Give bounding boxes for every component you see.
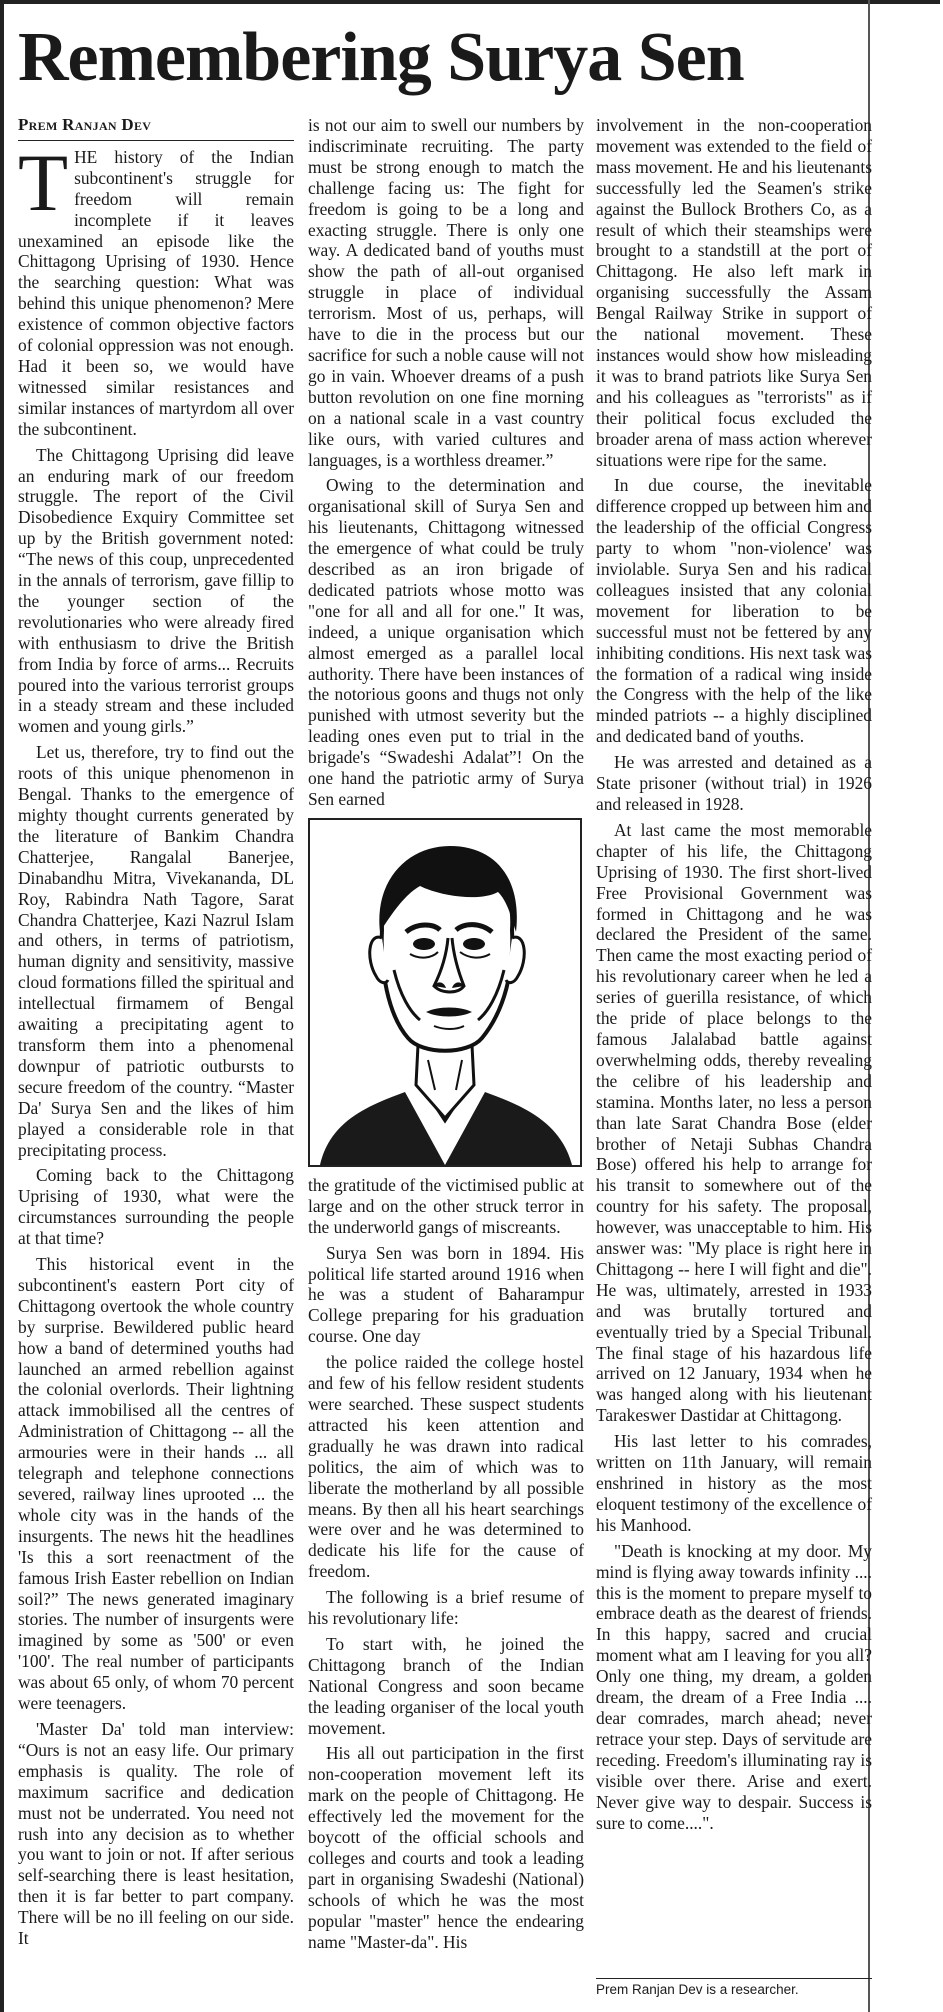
surya-sen-portrait [308, 818, 582, 1167]
column-1 [18, 115, 294, 1954]
article-headline: Remembering Surya Sen [18, 19, 744, 96]
byline-name: Prem Ranjan Dev [18, 115, 152, 134]
paragraph: His last letter to his comrades, written on 11th January, will remain enshrined in history as the most eloquent testimony of the excellence of his Manhood. [596, 1431, 872, 1535]
portrait-illustration [310, 820, 580, 1165]
paragraph: Let us, therefore, try to find out the roots of this unique phenomenon in Bengal. Thanks to the emergence of mighty thought currents generated by the literature of Bankim Chandra Chatterjee, Rangalal Banerjee, Dinabandhu Mitra, Vivekananda, DL Roy, Rabindra Nath Tagore, Sarat Chandra Chatterjee, Kazi Nazrul Islam and others, in terms of patriotism, human dignity and sensitivity, massive cloud formations filled the spiritual and intellectual firmamem of Bengal awaiting a precipitating agent to transform them into a phenomenal downpur of patriotic outbursts to secure freedom of the country. “Master Da' Surya Sen and the likes of him played a considerable role in that precipitating process. [18, 742, 294, 1160]
paragraph: Owing to the determination and organisational skill of Surya Sen and his lieutenants, Chittagong witnessed the emergence of what could be truly described as an iron brigade of dedicated patriots whose motto was "one for all and all for one." It was, indeed, a unique organisation which almost emerged as a parallel local authority. There have been instances of the notorious goons and thugs not only punished with utmost severity but the leading ones even put to trial in the brigade's “Swadeshi Adalat”! On the one hand the patriotic army of Surya Sen earned [308, 475, 584, 809]
paragraph: His all out participation in the first non-cooperation movement left its mark on the people of Chittagong. He effectively led the movement for the boycott of the official schools and colleges and courts and took a leading part in organising Swadeshi (National) schools of which he was the most popular "master" hence the endearing name "Master-da". His [308, 1743, 584, 1952]
paragraph: "Death is knocking at my door. My mind is flying away towards infinity .... this is the moment to prepare myself to embrace death as the dearest of friends. In this happy, sacred and crucial moment what am I leaving for you all? Only one thing, my dream, a golden dream, the dream of a Free India .... dear comrades, march ahead; never retrace your step. Days of servitude are receding. Freedom's illuminating ray is visible over there. Arise and exert. Never give way to despair. Success is sure to come....". [596, 1540, 872, 1833]
left-rule [0, 0, 4, 2012]
top-rule [0, 0, 940, 4]
drop-cap: T [18, 136, 69, 228]
paragraph: In due course, the inevitable difference cropped up between him and the leadership of the official Congress party to whom "non-violence' was inviolable. Surya Sen and his radical colleagues insisted that any colonial movement for liberation to be successful must not be fettered by any inhibiting conditions. His next task was the formation of a radical wing inside the Congress with the help of the like minded patriots -- a highly disciplined and dedicated band of youths. [596, 475, 872, 747]
paragraph-text: HE history of the Indian subcontinent's struggle for freedom will remain incomplete if it leaves unexamined an episode like the Chittagong Uprising of 1930. Hence the searching question: What was behind this unique phenomenon? Mere existence of common objective factors of colonial oppression was not enough. Had it been so, we would have witnessed similar resistances and similar instances of martyrdom all over the subcontinent. [18, 146, 294, 439]
paragraph: Surya Sen was born in 1894. His political life started around 1916 when he was a student of Baharampur College preparing for his graduation course. One day [308, 1242, 584, 1347]
paragraph: the gratitude of the victimised public at large and on the other struck terror in the underworld gangs of miscreants. [308, 1174, 584, 1237]
paragraph: the police raided the college hostel and few of his fellow resident students were searched. These suspect students attracted his keen attention and gradually he was drawn into radical politics, the aim of which was to liberate the motherland by all possible means. By then all his heart searchings were over and he was determined to dedicate his life for the cause of freedom. [308, 1352, 584, 1582]
paragraph: At last came the most memorable chapter of his life, the Chittagong Uprising of 1930. The first short-lived Free Provisional Government was formed in Chittagong and he was declared the President of the same. Then came the most exacting period of his revolutionary career when he led a series of guerilla resistance, of which the pride of place belongs to the famous Jalalabad battle against overwhelming odds, thereby revealing the celibre of his leadership and stamina. Months later, no less a person than late Sarat Chandra Bose (elder brother of Netaji Subhas Chandra Bose) offered his help to arrange for his transit to somewhere out of the country for his safety. The proposal, however, was unacceptable to him. His answer was: "My place is right here in Chittagong -- here I will fight and die". He was, ultimately, arrested in 1933 and was brutally tortured and eventually tried by a Special Tribunal. The final stage of his hazardous life arrived on 12 January, 1934 when he was hanged along with his lieutenant Tarakeswer Dastidar at Chittagong. [596, 819, 872, 1426]
paragraph: involvement in the non-cooperation movement was extended to the field of mass movement. He and his lieutenants successfully led the Seamen's strike against the Bullock Brothers Co, as a result of which their steamships were brought to a standstill at the port of Chittagong. He also left mark in organising successfully the Assam Bengal Railway Strike in support of the national movement. These instances would show how misleading it was to brand patriots like Surya Sen and his colleagues as "terrorists" as if their political focus excluded the broader arena of mass action wherever situations were ripe for the same. [596, 115, 872, 470]
paragraph: Coming back to the Chittagong Uprising of 1930, what were the circumstances surrounding the people at that time? [18, 1165, 294, 1249]
paragraph: He was arrested and detained as a State prisoner (without trial) in 1926 and released in 1928. [596, 752, 872, 814]
paragraph: The following is a brief resume of his revolutionary life: [308, 1587, 584, 1629]
author-note: Prem Ranjan Dev is a researcher. [596, 1978, 872, 1997]
paragraph [18, 136, 294, 440]
paragraph: 'Master Da' told man interview: “Ours is not an easy life. Our primary emphasis is quality. The role of maximum sacrifice and dedication must not be underrated. You need not rush into any decision as to whether you want to join or not. If after serious self-searching there is least hesitation, then it is far better to part company. There will be no ill feeling on our side. It [18, 1718, 294, 1949]
column-3 [596, 115, 872, 1838]
paragraph: The Chittagong Uprising did leave an enduring mark of our freedom struggle. The report of the Civil Disobedience Exquiry Committee set up by the British government noted: “The news of this coup, unprecedented in the annals of terrorism, gave fillip to the younger section of the revolutionaries who were already fired with enthusiasm to drive the British from India by force of arms... Recruits poured into the various terrorist groups in a steady stream and these included women and young girls.” [18, 444, 294, 737]
paragraph: This historical event in the subcontinent's eastern Port city of Chittagong overtook the whole country by surprise. Bewildered public heard how a band of determined youths had launched an armed rebellion against the colonial overlords. Their lightning attack immobilised all the centres of Administration of Chittagong -- all the armouries were in their hands ... all telegraph and telephone connections severed, railway lines uprooted ... the whole city was in the hands of the insurgents. The news hit the headlines 'Is this a sort reenactment of the famous Irish Easter rebellion on Indian soil?” The news generated imaginary stories. The number of insurgents were imagined by some as '500' or even '100'. The real number of participants was about 65 only, of whom 70 percent were teenagers. [18, 1254, 294, 1714]
paragraph: is not our aim to swell our numbers by indiscriminate recruiting. The party must be strong enough to match the challenge facing us: The fight for freedom is going to be a long and exacting struggle. There is only one way. A dedicated band of youths must show the path of all-out organised struggle in place of individual terrorism. Most of us, perhaps, will have to die in the process but our sacrifice for such a noble cause will not go in vain. Whoever dreams of a push button revolution on one fine morning on a national scale in a vast country like ours, with varied cultures and languages, is a worthless dreamer.” [308, 115, 584, 470]
column-2 [308, 115, 584, 1958]
paragraph: To start with, he joined the Chittagong branch of the Indian National Congress and soon became the leading organiser of the local youth movement. [308, 1633, 584, 1738]
